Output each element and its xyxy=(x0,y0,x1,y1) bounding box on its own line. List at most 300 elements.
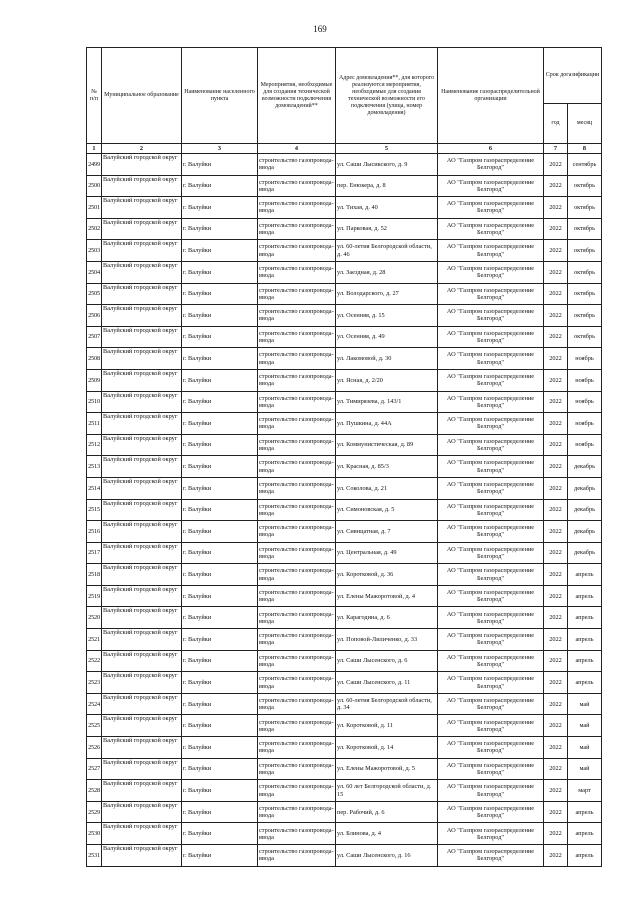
address-cell: ул. Коротковой, д. 11 xyxy=(336,715,438,737)
row-number: 2521 xyxy=(87,629,102,651)
settlement-cell: г. Валуйки xyxy=(182,607,258,629)
year-cell: 2022 xyxy=(544,672,568,694)
organization-cell: АО "Газпром газораспределение Белгород" xyxy=(438,154,544,176)
organization-cell: АО "Газпром газораспределение Белгород" xyxy=(438,672,544,694)
month-cell: октябрь xyxy=(568,326,602,348)
year-cell: 2022 xyxy=(544,780,568,802)
table-row xyxy=(87,348,602,370)
table-row xyxy=(87,564,602,586)
month-cell: декабрь xyxy=(568,499,602,521)
row-number: 2510 xyxy=(87,391,102,413)
organization-cell: АО "Газпром газораспределение Белгород" xyxy=(438,521,544,543)
organization-cell: АО "Газпром газораспределение Белгород" xyxy=(438,607,544,629)
row-number: 2507 xyxy=(87,326,102,348)
row-number: 2531 xyxy=(87,845,102,867)
table-row xyxy=(87,521,602,543)
row-number: 2530 xyxy=(87,823,102,845)
organization-cell: АО "Газпром газораспределение Белгород" xyxy=(438,175,544,197)
year-cell: 2022 xyxy=(544,845,568,867)
row-number: 2514 xyxy=(87,477,102,499)
municipality-cell: Валуйский городской округ xyxy=(102,348,182,370)
organization-cell: АО "Газпром газораспределение Белгород" xyxy=(438,348,544,370)
measure-cell: строительство газопровода-ввода xyxy=(258,607,336,629)
organization-cell: АО "Газпром газораспределение Белгород" xyxy=(438,715,544,737)
settlement-cell: г. Валуйки xyxy=(182,197,258,219)
header-measures: Мероприятия, необходимые для создания технической возможности подключения домовладений** xyxy=(258,48,336,144)
month-cell: май xyxy=(568,758,602,780)
organization-cell: АО "Газпром газораспределение Белгород" xyxy=(438,650,544,672)
address-cell: ул. Карагодина, д. 6 xyxy=(336,607,438,629)
address-cell: ул. Осенняя, д. 49 xyxy=(336,326,438,348)
year-cell: 2022 xyxy=(544,499,568,521)
address-cell: ул. Сивнцатная, д. 7 xyxy=(336,521,438,543)
settlement-cell: г. Валуйки xyxy=(182,629,258,651)
table-row xyxy=(87,434,602,456)
month-cell: декабрь xyxy=(568,477,602,499)
settlement-cell: г. Валуйки xyxy=(182,456,258,478)
month-cell: апрель xyxy=(568,650,602,672)
month-cell: октябрь xyxy=(568,261,602,283)
month-cell: апрель xyxy=(568,629,602,651)
row-number: 2511 xyxy=(87,413,102,435)
settlement-cell: г. Валуйки xyxy=(182,672,258,694)
municipality-cell: Валуйский городской округ xyxy=(102,305,182,327)
year-cell: 2022 xyxy=(544,369,568,391)
page-number: 169 xyxy=(313,24,327,34)
table-row xyxy=(87,369,602,391)
address-cell: ул. Поповой-Лиличенко, д. 33 xyxy=(336,629,438,651)
month-cell: октябрь xyxy=(568,218,602,240)
organization-cell: АО "Газпром газораспределение Белгород" xyxy=(438,845,544,867)
table-row xyxy=(87,845,602,867)
organization-cell: АО "Газпром газораспределение Белгород" xyxy=(438,305,544,327)
row-number: 2529 xyxy=(87,801,102,823)
row-number: 2504 xyxy=(87,261,102,283)
row-number: 2506 xyxy=(87,305,102,327)
organization-cell: АО "Газпром газораспределение Белгород" xyxy=(438,629,544,651)
measure-cell: строительство газопровода-ввода xyxy=(258,175,336,197)
settlement-cell: г. Валуйки xyxy=(182,218,258,240)
column-number: 4 xyxy=(258,144,336,154)
column-number: 5 xyxy=(336,144,438,154)
address-cell: ул. Парковая, д. 52 xyxy=(336,218,438,240)
year-cell: 2022 xyxy=(544,218,568,240)
municipality-cell: Валуйский городской округ xyxy=(102,629,182,651)
address-cell: ул. Елены Мажоротовой, д. 4 xyxy=(336,585,438,607)
month-cell: ноябрь xyxy=(568,369,602,391)
organization-cell: АО "Газпром газораспределение Белгород" xyxy=(438,434,544,456)
table-row xyxy=(87,780,602,802)
address-cell: ул. Осенняя, д. 15 xyxy=(336,305,438,327)
month-cell: май xyxy=(568,737,602,759)
address-cell: ул. 60-летия Белгородской области, д. 46 xyxy=(336,240,438,262)
year-cell: 2022 xyxy=(544,197,568,219)
row-number: 2509 xyxy=(87,369,102,391)
row-number: 2518 xyxy=(87,564,102,586)
year-cell: 2022 xyxy=(544,154,568,176)
measure-cell: строительство газопровода-ввода xyxy=(258,693,336,715)
row-number: 2503 xyxy=(87,240,102,262)
month-cell: апрель xyxy=(568,564,602,586)
table-row xyxy=(87,391,602,413)
settlement-cell: г. Валуйки xyxy=(182,693,258,715)
address-cell: ул. Коммунистическая, д. 89 xyxy=(336,434,438,456)
municipality-cell: Валуйский городской округ xyxy=(102,434,182,456)
gasification-table xyxy=(86,47,602,867)
column-number-row xyxy=(87,144,602,154)
municipality-cell: Валуйский городской округ xyxy=(102,542,182,564)
settlement-cell: г. Валуйки xyxy=(182,823,258,845)
month-cell: апрель xyxy=(568,801,602,823)
address-cell: ул. Саши Лысикского, д. 9 xyxy=(336,154,438,176)
address-cell: ул. 60-летия Белгородской области, д. 34 xyxy=(336,693,438,715)
table-row xyxy=(87,261,602,283)
organization-cell: АО "Газпром газораспределение Белгород" xyxy=(438,542,544,564)
address-cell: ул. Лакомовой, д. 30 xyxy=(336,348,438,370)
row-number: 2508 xyxy=(87,348,102,370)
settlement-cell: г. Валуйки xyxy=(182,175,258,197)
municipality-cell: Валуйский городской округ xyxy=(102,564,182,586)
municipality-cell: Валуйский городской округ xyxy=(102,391,182,413)
municipality-cell: Валуйский городской округ xyxy=(102,758,182,780)
measure-cell: строительство газопровода-ввода xyxy=(258,758,336,780)
address-cell: ул. Коротковой, д. 36 xyxy=(336,564,438,586)
municipality-cell: Валуйский городской округ xyxy=(102,672,182,694)
header-municipality: Муниципальное образование xyxy=(102,48,182,144)
row-number: 2513 xyxy=(87,456,102,478)
table-row xyxy=(87,758,602,780)
settlement-cell: г. Валуйки xyxy=(182,585,258,607)
measure-cell: строительство газопровода-ввода xyxy=(258,261,336,283)
organization-cell: АО "Газпром газораспределение Белгород" xyxy=(438,585,544,607)
month-cell: ноябрь xyxy=(568,391,602,413)
row-number: 2524 xyxy=(87,693,102,715)
year-cell: 2022 xyxy=(544,521,568,543)
settlement-cell: г. Валуйки xyxy=(182,564,258,586)
municipality-cell: Валуйский городской округ xyxy=(102,283,182,305)
organization-cell: АО "Газпром газораспределение Белгород" xyxy=(438,240,544,262)
organization-cell: АО "Газпром газораспределение Белгород" xyxy=(438,564,544,586)
column-number: 7 xyxy=(544,144,568,154)
settlement-cell: г. Валуйки xyxy=(182,499,258,521)
organization-cell: АО "Газпром газораспределение Белгород" xyxy=(438,758,544,780)
table-row xyxy=(87,585,602,607)
organization-cell: АО "Газпром газораспределение Белгород" xyxy=(438,477,544,499)
year-cell: 2022 xyxy=(544,391,568,413)
month-cell: декабрь xyxy=(568,521,602,543)
settlement-cell: г. Валуйки xyxy=(182,780,258,802)
column-number: 2 xyxy=(102,144,182,154)
settlement-cell: г. Валуйки xyxy=(182,326,258,348)
month-cell: май xyxy=(568,693,602,715)
measure-cell: строительство газопровода-ввода xyxy=(258,391,336,413)
organization-cell: АО "Газпром газораспределение Белгород" xyxy=(438,413,544,435)
table-row xyxy=(87,542,602,564)
row-number: 2528 xyxy=(87,780,102,802)
settlement-cell: г. Валуйки xyxy=(182,305,258,327)
table-row xyxy=(87,456,602,478)
address-cell: ул. Блинова, д. 4 xyxy=(336,823,438,845)
year-cell: 2022 xyxy=(544,477,568,499)
row-number: 2522 xyxy=(87,650,102,672)
measure-cell: строительство газопровода-ввода xyxy=(258,672,336,694)
settlement-cell: г. Валуйки xyxy=(182,845,258,867)
year-cell: 2022 xyxy=(544,305,568,327)
measure-cell: строительство газопровода-ввода xyxy=(258,564,336,586)
settlement-cell: г. Валуйки xyxy=(182,348,258,370)
month-cell: апрель xyxy=(568,585,602,607)
municipality-cell: Валуйский городской округ xyxy=(102,456,182,478)
month-cell: октябрь xyxy=(568,197,602,219)
column-number: 1 xyxy=(87,144,102,154)
municipality-cell: Валуйский городской округ xyxy=(102,693,182,715)
year-cell: 2022 xyxy=(544,801,568,823)
measure-cell: строительство газопровода-ввода xyxy=(258,348,336,370)
organization-cell: АО "Газпром газораспределение Белгород" xyxy=(438,823,544,845)
year-cell: 2022 xyxy=(544,758,568,780)
header-num: № п/п xyxy=(87,48,102,144)
municipality-cell: Валуйский городской округ xyxy=(102,197,182,219)
address-cell: ул. Володарского, д. 27 xyxy=(336,283,438,305)
year-cell: 2022 xyxy=(544,823,568,845)
year-cell: 2022 xyxy=(544,240,568,262)
table-row xyxy=(87,499,602,521)
municipality-cell: Валуйский городской округ xyxy=(102,326,182,348)
measure-cell: строительство газопровода-ввода xyxy=(258,542,336,564)
row-number: 2512 xyxy=(87,434,102,456)
address-cell: ул. 60 лет Белгородской области, д. 15 xyxy=(336,780,438,802)
table-row xyxy=(87,672,602,694)
address-cell: ул. Саши Лысенского, д. 6 xyxy=(336,650,438,672)
organization-cell: АО "Газпром газораспределение Белгород" xyxy=(438,197,544,219)
column-number: 8 xyxy=(568,144,602,154)
settlement-cell: г. Валуйки xyxy=(182,283,258,305)
municipality-cell: Валуйский городской округ xyxy=(102,261,182,283)
settlement-cell: г. Валуйки xyxy=(182,521,258,543)
month-cell: март xyxy=(568,780,602,802)
address-cell: ул. Саши Лысенского, д. 11 xyxy=(336,672,438,694)
address-cell: ул. Саши Лысенского, д. 16 xyxy=(336,845,438,867)
row-number: 2515 xyxy=(87,499,102,521)
column-number: 3 xyxy=(182,144,258,154)
measure-cell: строительство газопровода-ввода xyxy=(258,326,336,348)
address-cell: ул. Тихая, д. 40 xyxy=(336,197,438,219)
year-cell: 2022 xyxy=(544,650,568,672)
settlement-cell: г. Валуйки xyxy=(182,477,258,499)
settlement-cell: г. Валуйки xyxy=(182,154,258,176)
table-row xyxy=(87,823,602,845)
settlement-cell: г. Валуйки xyxy=(182,542,258,564)
address-cell: ул. Пушкина, д. 44А xyxy=(336,413,438,435)
table-row xyxy=(87,154,602,176)
municipality-cell: Валуйский городской округ xyxy=(102,801,182,823)
row-number: 2502 xyxy=(87,218,102,240)
measure-cell: строительство газопровода-ввода xyxy=(258,845,336,867)
municipality-cell: Валуйский городской округ xyxy=(102,715,182,737)
month-cell: ноябрь xyxy=(568,413,602,435)
address-cell: ул. Тимирязева, д. 143/1 xyxy=(336,391,438,413)
table-row xyxy=(87,326,602,348)
table-row xyxy=(87,413,602,435)
organization-cell: АО "Газпром газораспределение Белгород" xyxy=(438,737,544,759)
measure-cell: строительство газопровода-ввода xyxy=(258,715,336,737)
year-cell: 2022 xyxy=(544,348,568,370)
row-number: 2500 xyxy=(87,175,102,197)
month-cell: апрель xyxy=(568,607,602,629)
table-row xyxy=(87,650,602,672)
year-cell: 2022 xyxy=(544,607,568,629)
row-number: 2523 xyxy=(87,672,102,694)
settlement-cell: г. Валуйки xyxy=(182,650,258,672)
settlement-cell: г. Валуйки xyxy=(182,369,258,391)
address-cell: пер. Рабочий, д. 6 xyxy=(336,801,438,823)
year-cell: 2022 xyxy=(544,585,568,607)
organization-cell: АО "Газпром газораспределение Белгород" xyxy=(438,261,544,283)
table-row xyxy=(87,283,602,305)
settlement-cell: г. Валуйки xyxy=(182,715,258,737)
year-cell: 2022 xyxy=(544,413,568,435)
organization-cell: АО "Газпром газораспределение Белгород" xyxy=(438,456,544,478)
address-cell: пер. Енюкера, д. 8 xyxy=(336,175,438,197)
municipality-cell: Валуйский городской округ xyxy=(102,477,182,499)
measure-cell: строительство газопровода-ввода xyxy=(258,521,336,543)
table-row xyxy=(87,175,602,197)
header-address: Адрес домовладения**, для которого реализуются мероприятия, необходимые для создания технической возможности его подключения (улица, номер домовладения) xyxy=(336,48,438,144)
header-org: Наименование газораспределительной организации xyxy=(438,48,544,144)
header-term: Срок догазификации xyxy=(544,48,602,104)
organization-cell: АО "Газпром газораспределение Белгород" xyxy=(438,693,544,715)
measure-cell: строительство газопровода-ввода xyxy=(258,305,336,327)
header-settlement: Наименование населенного пункта xyxy=(182,48,258,144)
month-cell: май xyxy=(568,715,602,737)
settlement-cell: г. Валуйки xyxy=(182,434,258,456)
table-row xyxy=(87,240,602,262)
year-cell: 2022 xyxy=(544,283,568,305)
municipality-cell: Валуйский городской округ xyxy=(102,218,182,240)
measure-cell: строительство газопровода-ввода xyxy=(258,629,336,651)
measure-cell: строительство газопровода-ввода xyxy=(258,456,336,478)
settlement-cell: г. Валуйки xyxy=(182,261,258,283)
settlement-cell: г. Валуйки xyxy=(182,737,258,759)
row-number: 2520 xyxy=(87,607,102,629)
table-row xyxy=(87,477,602,499)
row-number: 2517 xyxy=(87,542,102,564)
month-cell: декабрь xyxy=(568,542,602,564)
municipality-cell: Валуйский городской округ xyxy=(102,737,182,759)
organization-cell: АО "Газпром газораспределение Белгород" xyxy=(438,801,544,823)
month-cell: апрель xyxy=(568,672,602,694)
column-number: 6 xyxy=(438,144,544,154)
organization-cell: АО "Газпром газораспределение Белгород" xyxy=(438,369,544,391)
row-number: 2516 xyxy=(87,521,102,543)
month-cell: октябрь xyxy=(568,305,602,327)
month-cell: апрель xyxy=(568,823,602,845)
settlement-cell: г. Валуйки xyxy=(182,391,258,413)
municipality-cell: Валуйский городской округ xyxy=(102,175,182,197)
table-row xyxy=(87,305,602,327)
table-row xyxy=(87,607,602,629)
year-cell: 2022 xyxy=(544,261,568,283)
measure-cell: строительство газопровода-ввода xyxy=(258,801,336,823)
address-cell: ул. Елены Мажоротовой, д. 5 xyxy=(336,758,438,780)
address-cell: ул. Красная, д. 85/3 xyxy=(336,456,438,478)
municipality-cell: Валуйский городской округ xyxy=(102,845,182,867)
month-cell: октябрь xyxy=(568,283,602,305)
year-cell: 2022 xyxy=(544,175,568,197)
row-number: 2519 xyxy=(87,585,102,607)
row-number: 2527 xyxy=(87,758,102,780)
month-cell: декабрь xyxy=(568,456,602,478)
table-row xyxy=(87,801,602,823)
year-cell: 2022 xyxy=(544,737,568,759)
settlement-cell: г. Валуйки xyxy=(182,758,258,780)
municipality-cell: Валуйский городской округ xyxy=(102,240,182,262)
address-cell: ул. Коротковой, д. 14 xyxy=(336,737,438,759)
month-cell: октябрь xyxy=(568,175,602,197)
organization-cell: АО "Газпром газораспределение Белгород" xyxy=(438,499,544,521)
organization-cell: АО "Газпром газораспределение Белгород" xyxy=(438,326,544,348)
measure-cell: строительство газопровода-ввода xyxy=(258,413,336,435)
header-month: месяц xyxy=(568,104,602,144)
row-number: 2526 xyxy=(87,737,102,759)
measure-cell: строительство газопровода-ввода xyxy=(258,737,336,759)
measure-cell: строительство газопровода-ввода xyxy=(258,283,336,305)
municipality-cell: Валуйский городской округ xyxy=(102,607,182,629)
municipality-cell: Валуйский городской округ xyxy=(102,154,182,176)
measure-cell: строительство газопровода-ввода xyxy=(258,434,336,456)
measure-cell: строительство газопровода-ввода xyxy=(258,650,336,672)
measure-cell: строительство газопровода-ввода xyxy=(258,154,336,176)
year-cell: 2022 xyxy=(544,693,568,715)
row-number: 2499 xyxy=(87,154,102,176)
measure-cell: строительство газопровода-ввода xyxy=(258,477,336,499)
municipality-cell: Валуйский городской округ xyxy=(102,823,182,845)
measure-cell: строительство газопровода-ввода xyxy=(258,585,336,607)
municipality-cell: Валуйский городской округ xyxy=(102,369,182,391)
municipality-cell: Валуйский городской округ xyxy=(102,499,182,521)
address-cell: ул. Заездная, д. 28 xyxy=(336,261,438,283)
row-number: 2525 xyxy=(87,715,102,737)
address-cell: ул. Ясная, д. 2/20 xyxy=(336,369,438,391)
settlement-cell: г. Валуйки xyxy=(182,801,258,823)
address-cell: ул. Симоновская, д. 5 xyxy=(336,499,438,521)
year-cell: 2022 xyxy=(544,564,568,586)
measure-cell: строительство газопровода-ввода xyxy=(258,823,336,845)
year-cell: 2022 xyxy=(544,715,568,737)
address-cell: ул. Соколова, д. 21 xyxy=(336,477,438,499)
municipality-cell: Валуйский городской округ xyxy=(102,650,182,672)
table-row xyxy=(87,693,602,715)
address-cell: ул. Центральная, д. 49 xyxy=(336,542,438,564)
organization-cell: АО "Газпром газораспределение Белгород" xyxy=(438,218,544,240)
year-cell: 2022 xyxy=(544,456,568,478)
header-year: год xyxy=(544,104,568,144)
municipality-cell: Валуйский городской округ xyxy=(102,521,182,543)
year-cell: 2022 xyxy=(544,434,568,456)
month-cell: ноябрь xyxy=(568,348,602,370)
month-cell: ноябрь xyxy=(568,434,602,456)
organization-cell: АО "Газпром газораспределение Белгород" xyxy=(438,283,544,305)
year-cell: 2022 xyxy=(544,542,568,564)
measure-cell: строительство газопровода-ввода xyxy=(258,197,336,219)
table-row xyxy=(87,715,602,737)
municipality-cell: Валуйский городской округ xyxy=(102,585,182,607)
table-row xyxy=(87,197,602,219)
year-cell: 2022 xyxy=(544,629,568,651)
municipality-cell: Валуйский городской округ xyxy=(102,413,182,435)
measure-cell: строительство газопровода-ввода xyxy=(258,369,336,391)
table-row xyxy=(87,737,602,759)
